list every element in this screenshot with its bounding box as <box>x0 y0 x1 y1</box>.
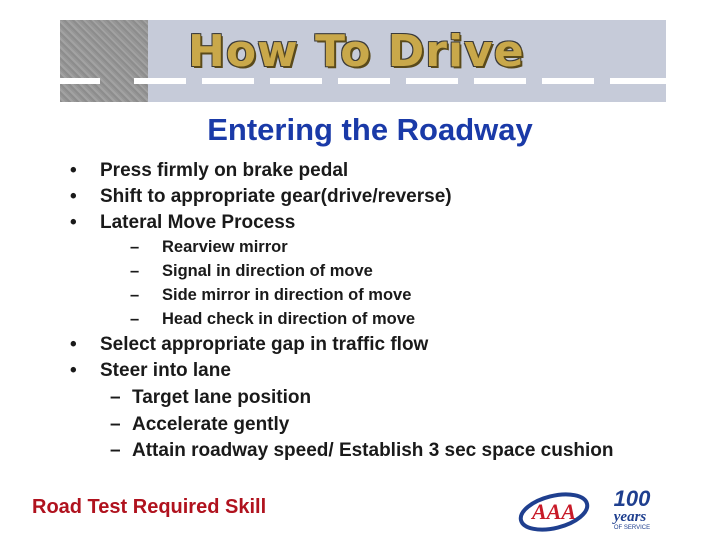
bullet-marker: • <box>70 186 77 207</box>
asphalt-texture <box>60 20 148 102</box>
aaa-logo <box>516 488 596 532</box>
footer-note: Road Test Required Skill <box>32 496 267 518</box>
svg-text:100: 100 <box>613 486 651 511</box>
bullet-marker: • <box>70 212 77 233</box>
svg-text:years: years <box>613 509 647 525</box>
svg-text:OF SERVICE: OF SERVICE <box>613 525 651 531</box>
lane-markings <box>60 78 666 84</box>
bullet-marker: • <box>70 334 77 355</box>
bullet-marker: • <box>70 160 77 181</box>
banner <box>60 20 666 102</box>
100-years-logo <box>596 486 668 532</box>
slide-title: Entering the Roadway <box>207 112 533 147</box>
bullet-marker: • <box>70 360 77 381</box>
svg-text:AAA: AAA <box>531 499 577 524</box>
banner-title: How To Drive <box>188 26 525 77</box>
